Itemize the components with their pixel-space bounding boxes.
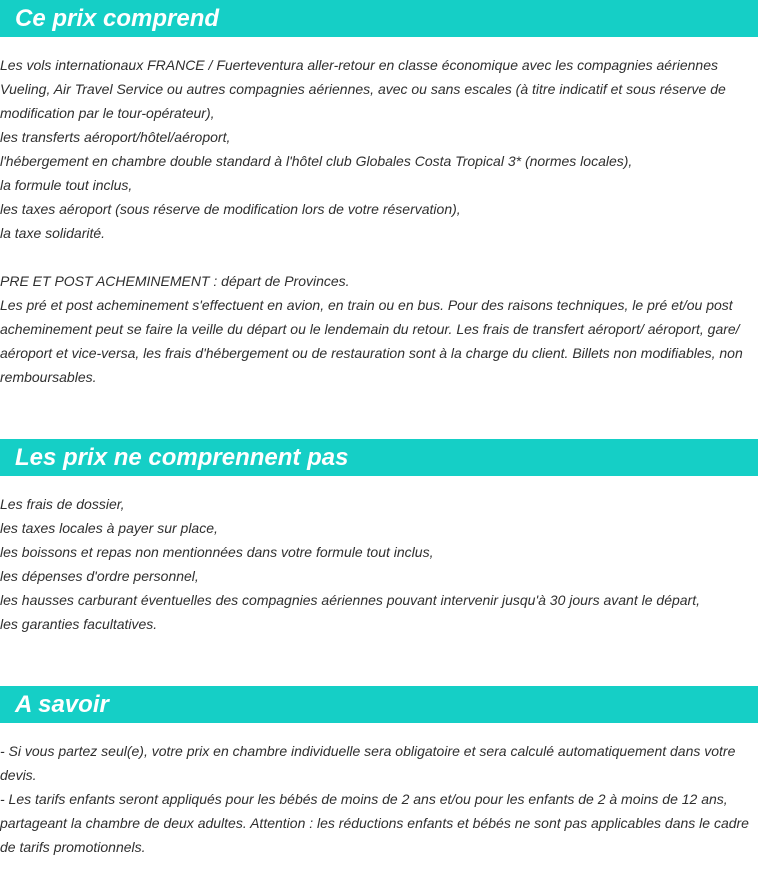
section-title: A savoir (0, 686, 758, 723)
section-price-excludes (0, 439, 758, 636)
list-item: les taxes locales à payer sur place, (0, 520, 218, 536)
list-item: Les vols internationaux FRANCE / Fuerteventura aller-retour en classe économique avec les compagnies aériennes Vueling, Air Travel Service ou autres compagnies aériennes, avec ou sans escales (à titre indicatif et sous réserve de modification par le tour-opérateur), (0, 57, 726, 121)
list-item: les dépenses d'ordre personnel, (0, 568, 199, 584)
spacer (0, 245, 756, 269)
list-item: les boissons et repas non mentionnées dans votre formule tout inclus, (0, 544, 434, 560)
section-good-to-know (0, 686, 758, 859)
transfer-paragraph: Les pré et post acheminement s'effectuent en avion, en train ou en bus. Pour des raisons techniques, le pré et/ou post acheminement peut se faire la veille du départ ou le lendemain du retour. Les frais de transfert aéroport/ aéroport, gare/ aéroport et vice-versa, les frais d'hébergement ou de restauration sont à la charge du client. Billets non modifiables, non remboursables. (0, 297, 743, 385)
list-item: - Les tarifs enfants seront appliqués pour les bébés de moins de 2 ans et/ou pour les enfants de 2 à moins de 12 ans, partageant la chambre de deux adultes. Attention : les réductions enfants et bébés ne sont pas applicables dans le cadre de tarifs promotionnels. (0, 791, 749, 855)
section-title: Ce prix comprend (0, 0, 758, 37)
section-body (0, 739, 758, 859)
list-item: - Si vous partez seul(e), votre prix en chambre individuelle sera obligatoire et sera calculé automatiquement dans votre devis. (0, 743, 736, 783)
list-item: les transferts aéroport/hôtel/aéroport, (0, 129, 231, 145)
transfer-heading: PRE ET POST ACHEMINEMENT : départ de Provinces. (0, 273, 350, 289)
list-item: la formule tout inclus, (0, 177, 133, 193)
list-item: Les frais de dossier, (0, 496, 125, 512)
list-item: la taxe solidarité. (0, 225, 106, 241)
list-item: les garanties facultatives. (0, 616, 158, 632)
list-item: l'hébergement en chambre double standard à l'hôtel club Globales Costa Tropical 3* (normes locales), (0, 153, 633, 169)
section-body (0, 492, 758, 636)
list-item: les hausses carburant éventuelles des compagnies aériennes pouvant intervenir jusqu'à 30 jours avant le départ, (0, 592, 700, 608)
section-price-includes (0, 0, 758, 389)
section-body (0, 53, 758, 389)
section-title: Les prix ne comprennent pas (0, 439, 758, 476)
list-item: les taxes aéroport (sous réserve de modification lors de votre réservation), (0, 201, 461, 217)
